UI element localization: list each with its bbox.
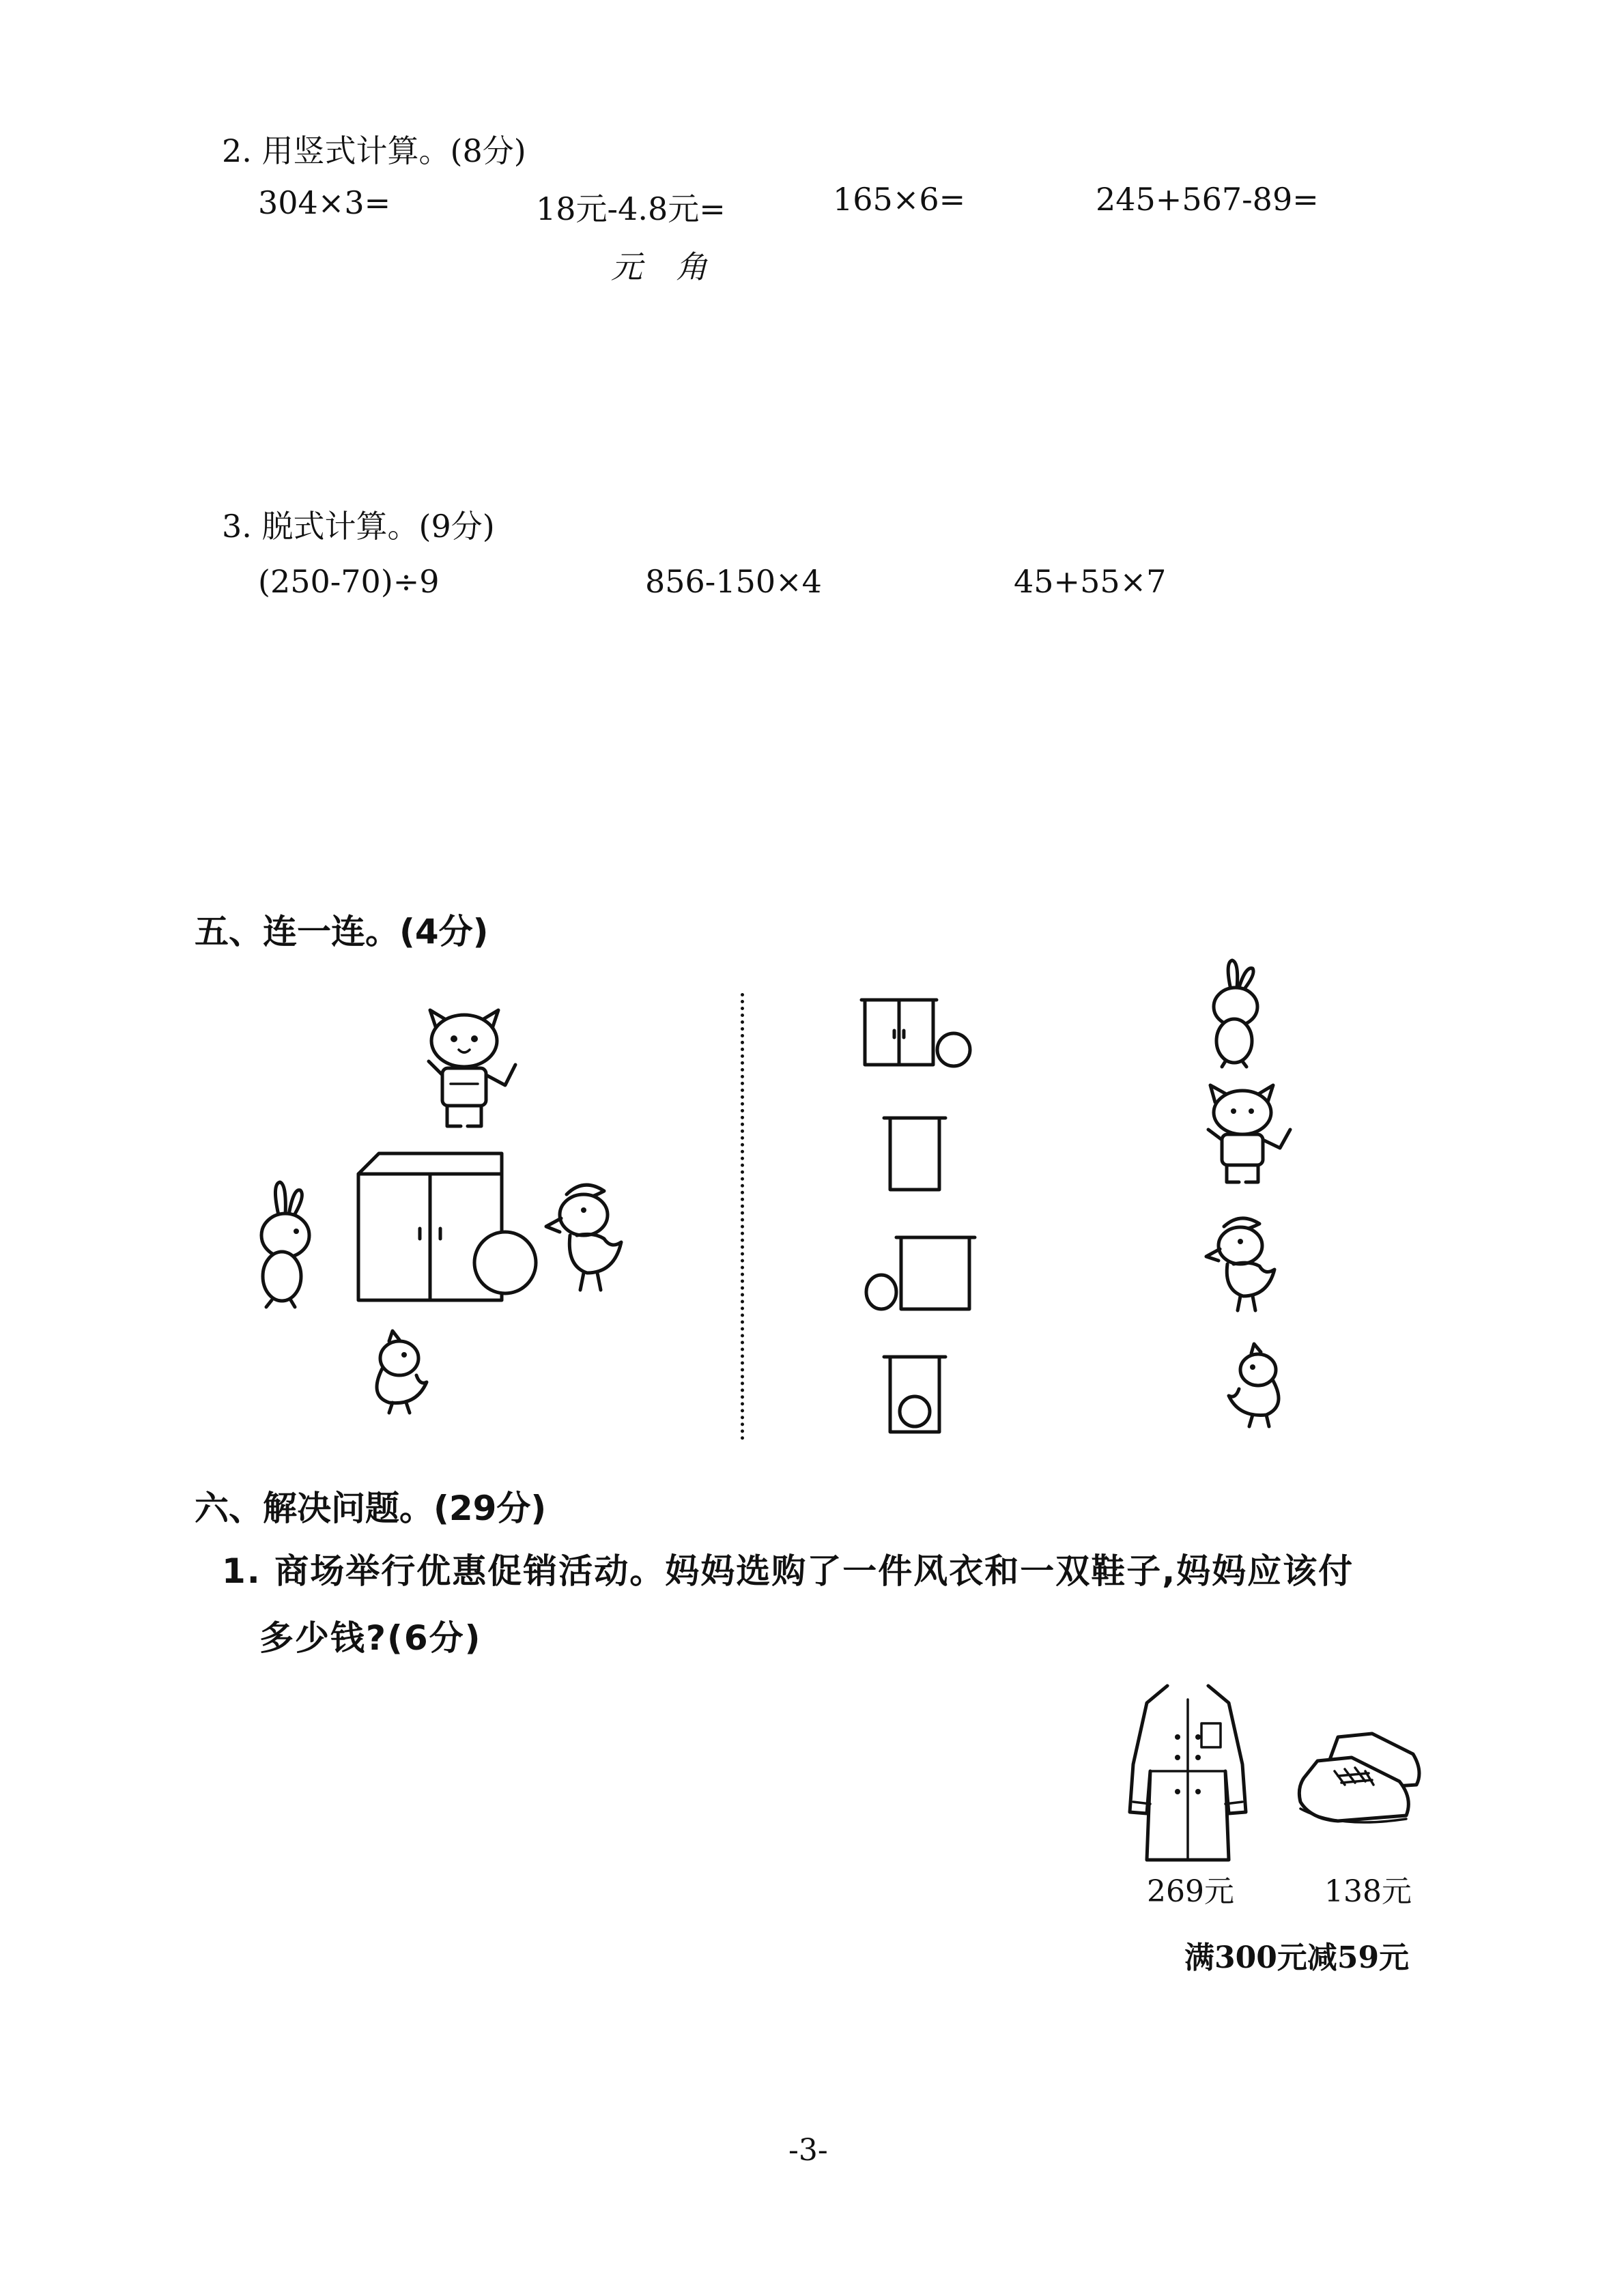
answer-unit-yuan: 元 [611, 248, 642, 285]
cabinet-side-view-option [881, 1113, 949, 1194]
question-2-title: 2. 用竖式计算。(8分) [222, 132, 526, 169]
vertical-calc-expr-4: 245+567-89= [1096, 181, 1319, 218]
cabinet-ball-side-view-option [859, 1232, 978, 1314]
rabbit-icon [251, 1181, 319, 1310]
duck-icon [546, 1177, 635, 1293]
promotion-text: 满300元减59元 [1184, 1940, 1410, 1975]
ball-icon [471, 1229, 539, 1297]
cat-icon [1191, 1085, 1300, 1188]
section-6-title: 六、解决问题。(29分) [195, 1489, 547, 1528]
sneakers-icon [1297, 1734, 1427, 1836]
stepwise-calc-expr-1: (250-70)÷9 [258, 563, 440, 600]
answer-unit-jiao: 角 [676, 248, 707, 285]
chick-icon [1219, 1341, 1294, 1430]
trench-coat-icon [1120, 1682, 1256, 1867]
cat-icon [410, 1010, 526, 1133]
cabinet-ball-back-view-option [881, 1351, 949, 1437]
vertical-calc-expr-3: 165×6= [833, 181, 966, 218]
chick-icon [362, 1328, 437, 1416]
dotted-divider [741, 993, 744, 1440]
coat-price: 269元 [1147, 1874, 1234, 1909]
question-3-title: 3. 脱式计算。(9分) [222, 508, 495, 545]
section-5-title: 五、连一连。(4分) [195, 912, 489, 951]
vertical-calc-expr-2: 18元-4.8元= [536, 190, 726, 227]
stepwise-calc-expr-2: 856-150×4 [645, 563, 822, 600]
problem-1-line-1: 1. 商场举行优惠促销活动。妈妈选购了一件风衣和一双鞋子,妈妈应该付 [222, 1551, 1354, 1591]
shoes-price: 138元 [1324, 1874, 1412, 1909]
vertical-calc-expr-1: 304×3= [258, 184, 391, 221]
page-number: -3- [788, 2133, 828, 2168]
rabbit-icon [1201, 959, 1270, 1068]
problem-1-line-2: 多少钱?(6分) [259, 1618, 482, 1658]
cabinet-front-view-option [861, 996, 978, 1072]
duck-icon [1205, 1211, 1287, 1314]
stepwise-calc-expr-3: 45+55×7 [1014, 563, 1167, 600]
